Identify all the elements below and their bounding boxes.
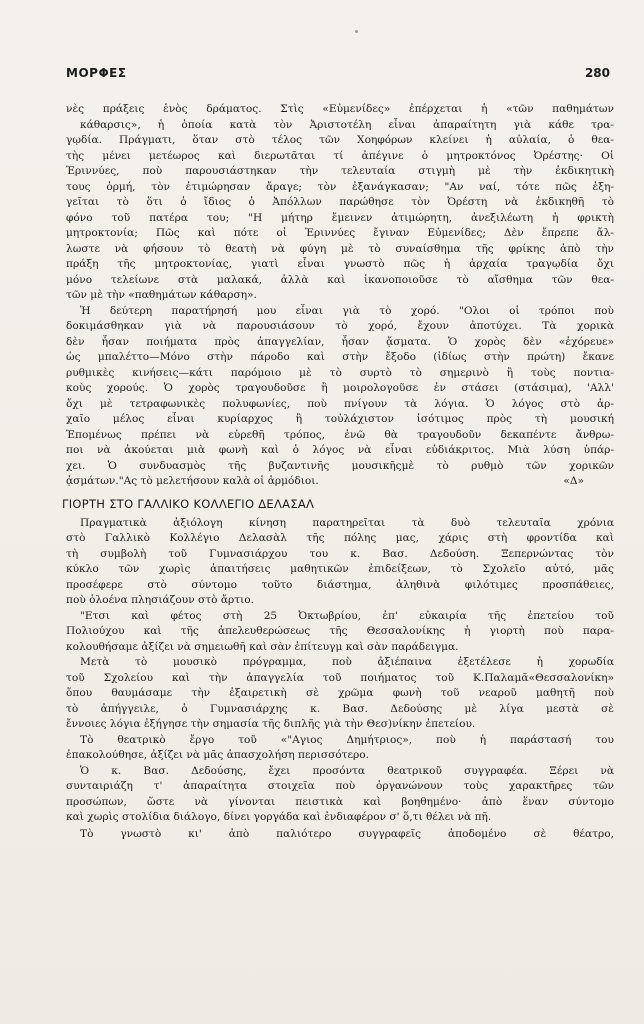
text-line: ὄχι μὲ τετραφωνικὲς πολυφωνίες, ποὺ πνίγουν τὰ λόγια. Ὁ λόγος στὸ ἀρ- xyxy=(66,397,614,410)
text-line: ὅπου θαυμάσαμε τὴν ἐξαιρετικὴ σὲ χρῶμα φωνὴ τοῦ νεαροῦ μαθητῆ ποὺ xyxy=(66,687,614,699)
text-line: γεῖται τὸ ὅτι ὁ ἴδιος ὁ Ἀπόλλων παρώθησε τὸν Ὀρέστη νὰ ἐκδικηθῆ τὸ xyxy=(66,196,614,208)
text-line: ποι νὰ ἀκούεται μιὰ φωνὴ καὶ ὁ λόγος νὰ εἶναι εὐδιάκριτος. Μιὰ λύση ὑπάρ- xyxy=(66,444,614,456)
text-line: τὴ συμβολὴ τοῦ Γυμνασιάρχου του κ. Βασ. Δεδούση. Ξεπερνώντας τὸν xyxy=(66,547,614,560)
text-line: φόνο τοῦ πατέρα του; "Η μήτηρ ἔμεινεν ἀτιμώρητη, ἀνεξιλέωτη ἡ φρικτὴ xyxy=(66,211,614,224)
text-line: Πραγματικὰ ἀξιόλογη κίνηση παρατηρεῖται τὰ δυὸ τελευταῖα χρόνια xyxy=(80,516,614,529)
article2-paragraph5 xyxy=(66,764,614,826)
text-line: χει. Ὁ συνδυασμὸς τῆς βυζαντινῆς μουσικῆςμὲ τὸ ρυθμὸ τῶν χορικῶν xyxy=(66,459,614,472)
article1-paragraph2 xyxy=(66,304,614,490)
text-line: Τὸ θεατρικὸ ἔργο τοῦ «"Αγιος Δημήτριος», ποὺ ἡ παράστασή του xyxy=(80,733,614,746)
text-line: τοῦ Σχολείου καὶ τὴν ἀπαγγελία τοῦ ποιήματος τοῦ Κ.Παλαμᾶ«Θεσσαλονίκη» xyxy=(66,671,614,684)
text-line: τους ὁρμή, τὸν ἐτιμώρησαν ἄραγε; τὸν ἐξανάγκασαν; "Αν ναί, τότε πῶς ἐξη- xyxy=(66,180,614,193)
text-line: μόνο τελείωνε στὰ μαλακά, ἀλλὰ καὶ ἱκανοποιοῦσε τὸ αἴσθημα τῶν θεα- xyxy=(66,273,614,286)
text-line: ἔννοιες λόγια ἐξήγησε τὴν σημασία τῆς διπλῆς γιὰ τὴν Θεσ)νίκην ἐπετείου. xyxy=(66,718,476,730)
text-line: ποὺ ὁλοένα πλησιάζουν στὸ ἄρτιο. xyxy=(66,594,254,606)
page-number: 280 xyxy=(584,66,610,80)
text-line: στὸ Γαλλικὸ Κολλέγιο Δελασὰλ τῆς πόλης μας, χάρις στὴ φροντίδα καὶ xyxy=(66,532,614,544)
text-line: προσέφερε στὸ σύντομο τοῦτο διάστημα, ἀληθινὰ φιλότιμες προσπάθειες, xyxy=(66,578,614,591)
text-line: τῶν μὲ τὴν «παθημάτων κάθαρση». xyxy=(66,289,257,301)
page-header xyxy=(66,66,610,86)
article2-paragraph3 xyxy=(66,655,614,733)
text-line: πράξη τῆς μητροκτονίας, γιατὶ εἶναι γνωστὸ πῶς ἡ ἀρχαία τραγῳδία ὄχι xyxy=(66,258,614,270)
text-line: ἐπακολούθησε, ἀξίζει νὰ μᾶς ἀπασχολήση περισσότερο. xyxy=(66,749,370,761)
text-line: "Ετσι καὶ φέτος στὴ 25 Ὀκτωβρίου, ἐπ' εὐκαιρία τῆς ἐπετείου τοῦ xyxy=(80,609,614,622)
text-line: χαῖο μέλος εἶναι κυρίαρχος ἢ τοὐλάχιστον ἰσότιμος πρὸς τὴ μουσική xyxy=(66,413,614,425)
text-line: Ὁ κ. Βασ. Δεδούσης, ἔχει προσόντα θεατρικοῦ συγγραφέα. Ξέρει νὰ xyxy=(80,764,614,777)
text-line: Ἐριννύες, ποὺ παρουσιάστηκαν τὴν τελευταία στιγμὴ μὲ τὴν ἐκδικητικὴ xyxy=(66,165,614,177)
article2-title: ΓΙΟΡΤΗ ΣΤΟ ΓΑΛΛΙΚΟ ΚΟΛΛΕΓΙΟ ΔΕΛΑΣΑΛ xyxy=(62,496,315,511)
text-line: γῳδία. Πράγματι, ὅταν στὸ τέλος τῶν Χοηφόρων κλείνει ἡ αὐλαία, ὁ θεα- xyxy=(66,134,614,146)
text-line: Ἡ δεύτερη παρατήρησή μου εἶναι γιὰ τὸ χορό. "Ολοι οἱ τρόποι ποὺ xyxy=(80,304,614,317)
ink-speck xyxy=(355,30,358,33)
author-signature: «Δ» xyxy=(563,475,584,487)
text-line: δοκιμάσθηκαν γιὰ νὰ παρουσιάσουν τὸ χορό, ἔχουν ἀποτύχει. Τὰ χορικὰ xyxy=(66,320,614,332)
text-line: Τὸ γνωστὸ κι' ἀπὸ παλιότερο συγγραφεῖς ἀποδομένο σὲ θέατρο, xyxy=(80,827,614,840)
text-line: τὸ ἀπήγγειλε, ὁ Γυμνασιάρχης κ. Βασ. Δεδούσης μὲ λίγα μεστὰ σὲ xyxy=(66,702,614,715)
article2-paragraph4 xyxy=(66,733,614,764)
closing-line: ᾀσμάτων."Ας τὸ μελετήσουν καλὰ οἱ ἁρμόδιοι. xyxy=(66,475,319,487)
text-line: συνταιριάζη τ' ἀπαραίτητα στοιχεῖα ποὺ ὀργανώνουν τοὺς χαρακτῆρες τῶν xyxy=(66,780,614,792)
text-line: καὶ χωρὶς στολίδια διάλογο, δίνει γοργάδα καὶ ἐνδιαφέρον σ' ὅ,τι θέλει νὰ πῆ. xyxy=(66,811,492,823)
text-line: ρυθμικὲς κινήσεις—κάτι παρόμοιο μὲ τὸ συρτὸ τὸ σημερινὸ ἢ τοὺς ποντια- xyxy=(66,366,614,379)
text-line: Πολιούχου καὶ τῆς ἀπελευθερώσεως τῆς Θεσσαλονίκης ἡ γιορτὴ ποὺ παρα- xyxy=(66,625,614,637)
article2-paragraph6 xyxy=(66,827,614,843)
text-line: κοὺς χορούς. Ὁ χορὸς τραγουδοῦσε ἢ μοιρολογοῦσε ἐν στάσει (στάσιμα), 'Αλλ' xyxy=(66,382,614,394)
text-line: ὡς μπαλέττο—Μόνο στὴν πάροδο καὶ στὴν ἔξοδο (ἰδίως στὴν πρώτη) ἔκανε xyxy=(66,351,614,363)
text-line: τὴς μένει μετέωρος καὶ διερωτᾶται τί ἀπέγινε ὁ μητροκτόνος Ὀρέστης· Οἱ xyxy=(66,149,614,162)
text-line: μητροκτονία; Πῶς καὶ πότε οἱ Ἐριννύες ἔγιναν Εὐμενίδες; Δὲν ἔπρεπε ἄλ- xyxy=(66,227,614,239)
page-body xyxy=(62,102,614,842)
text-line: κολουθήσαμε ἀξίζει νὰ σημειωθῆ καὶ σὰν ἐπίτευγμ καὶ σὰν παράδειγμα. xyxy=(66,640,459,653)
text-line: Ἐπομένως πρέπει νὰ εὑρεθῆ τρόπος, ἐνῶ θὰ τραγουδοῦν δεκαπέντε ἄνθρω- xyxy=(66,428,614,441)
text-line: λωστε νὰ φήσουν τὸ θεατὴ νὰ φύγη μὲ τὸ συναίσθημα τῆς φρίκης ἀπὸ τὴν xyxy=(66,242,614,255)
text-line: δὲν ἦσαν ποιήματα πρὸς ἀπαγγελίαν, ἦσαν ᾄσματα. Ὁ χορὸς δὲν «ἐχόρευε» xyxy=(66,335,614,348)
text-line: κάθαρσις», ἡ ὁποία κατὰ τὸν Ἀριστοτέλη εἶναι ἀπαραίτητη γιὰ κάθε τρα- xyxy=(80,118,614,131)
article1-paragraph1 xyxy=(66,102,614,304)
closing-line-with-signature xyxy=(66,474,614,490)
text-line: νὲς πράξεις ἑνὸς δράματος. Στὶς «Εὐμενίδες» ἐπέρχεται ἡ «τῶν παθημάτων xyxy=(66,103,614,115)
article2-paragraph1 xyxy=(66,516,614,609)
text-line: προσώπων, ὥστε νὰ γίνονται πειστικὰ καὶ βοηθημένο· ἀπὸ ἕναν σύντομο xyxy=(66,795,614,808)
text-line: Μετὰ τὸ μουσικὸ πρόγραμμα, ποὺ ἀξιέπαινα ἐξετέλεσε ἡ χορωδία xyxy=(80,656,614,668)
article2-paragraph2 xyxy=(66,609,614,656)
journal-title: ΜΟΡΦΕΣ xyxy=(66,66,127,80)
text-line: κύκλο τῶν χωρὶς ἀπαιτήσεις μαθητικῶν ἐπιδείξεων, τὸ Σχολεῖο αὐτό, μᾶς xyxy=(66,563,614,575)
